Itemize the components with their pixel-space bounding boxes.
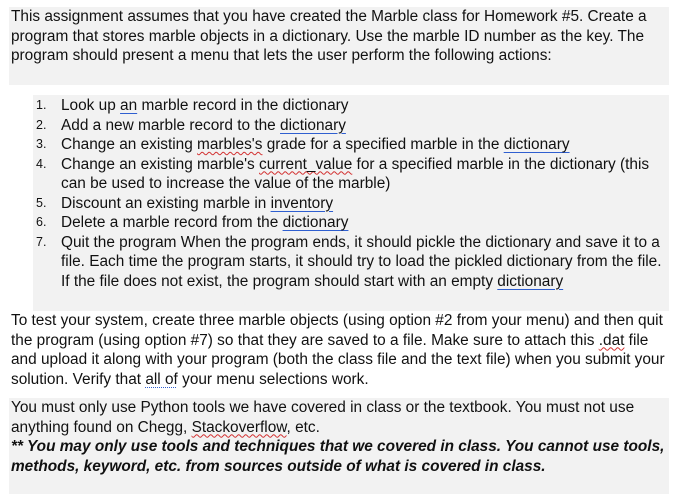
grammar-mark: dictionary	[503, 136, 570, 153]
grammar-mark: an	[120, 97, 138, 114]
grammar-mark: dictionary	[280, 116, 346, 134]
list-item	[33, 155, 669, 194]
intro-paragraph	[9, 7, 669, 85]
list-number: 5.	[36, 195, 47, 210]
list-text: grade for a specified marble in the	[262, 136, 504, 153]
paragraph-text: , etc.	[286, 418, 320, 436]
list-item	[33, 233, 669, 292]
grammar-mark: dictionary	[497, 272, 564, 290]
paragraph-text: To test your system, create three marble objects (using option #2 from your menu) and then quit the program (using option #7) so that they are saved to a file. Make sure to attach this	[11, 312, 663, 349]
list-text: Quit the program When the program ends, it should pickle the dictionary and save it to a file. Each time the program starts, it should try to load the pickled dictionary from the file. If the file does not exist, the program should start with an empty	[61, 233, 662, 290]
grammar-mark: inventory	[270, 194, 334, 212]
list-number: 1.	[36, 98, 47, 112]
list-item	[33, 116, 669, 136]
list-number: 6.	[36, 215, 47, 229]
list-text: marble record in the dictionary	[137, 97, 349, 114]
grammar-mark: all of	[145, 370, 178, 388]
menu-actions-list-block	[33, 95, 669, 311]
spelling-mark: current_value	[259, 155, 353, 173]
spelling-mark: .dat	[598, 331, 625, 349]
paragraph-text: your menu selections work.	[177, 370, 369, 388]
list-text: Look up	[61, 97, 121, 114]
list-text: for a specified marble in the dictionary (this can be used to increase the value of the marble)	[61, 155, 650, 192]
list-number: 7.	[36, 234, 47, 249]
list-item	[33, 96, 669, 116]
paragraph-text: You must only use Python tools we have covered in class or the textbook. You must not use anything found on Chegg,	[11, 399, 635, 436]
list-number: 4.	[36, 156, 47, 171]
list-item	[33, 194, 669, 214]
list-text: Add a new marble record to the	[61, 116, 281, 134]
list-number: 2.	[36, 117, 47, 132]
intro-text: This assignment assumes that you have created the Marble class for Homework #5. Create a program that stores marble objects in a dictionary. Use the marble ID number as the key. The program should present a menu that lets the user perform the following actions:	[11, 8, 647, 64]
rules-paragraph	[9, 398, 669, 494]
list-item	[33, 135, 669, 155]
list-text: Change an existing marble's	[61, 155, 259, 173]
paragraph-text: file and upload it along with your program (both the class file and the text file) when you submit your solution. Verify that	[11, 331, 665, 388]
testing-instructions-paragraph	[9, 311, 669, 389]
list-text: Delete a marble record from the	[61, 214, 283, 231]
emphasis-warning: ** You may only use tools and techniques that we covered in class. You cannot use tools, methods, keyword, etc. from sources outside of what is covered in class.	[11, 438, 665, 475]
spelling-mark: marbles's	[197, 136, 263, 153]
menu-actions-list	[33, 96, 669, 291]
list-text: Change an existing	[61, 136, 198, 153]
list-number: 3.	[36, 137, 47, 151]
spelling-mark: Stackoverflow	[191, 418, 287, 436]
list-item	[33, 213, 669, 233]
grammar-mark: dictionary	[282, 214, 349, 231]
list-text: Discount an existing marble in	[61, 194, 271, 212]
